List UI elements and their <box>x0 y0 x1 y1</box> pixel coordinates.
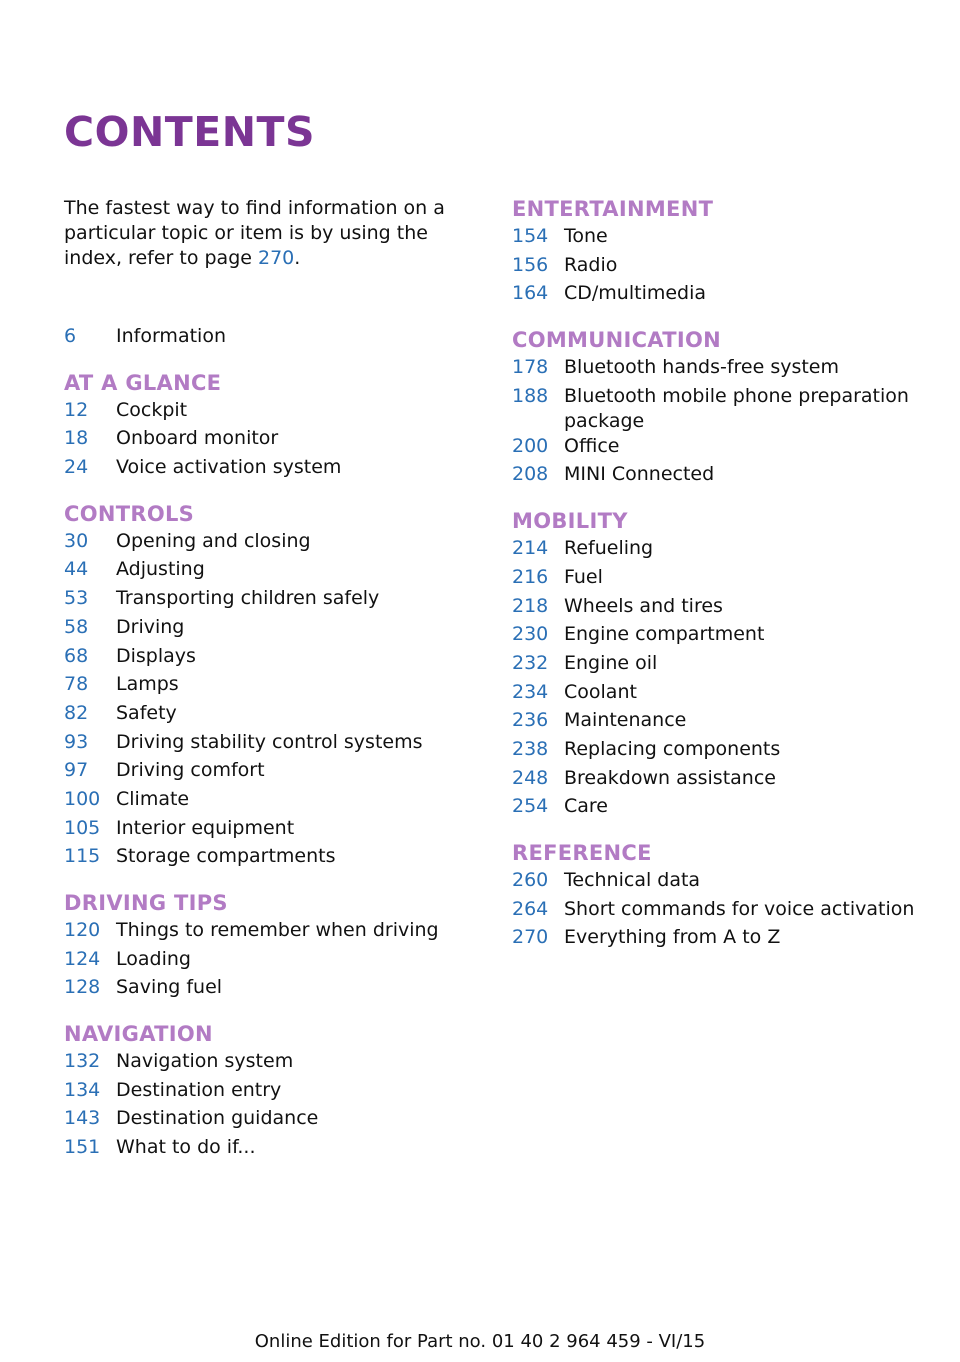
page-number[interactable]: 200 <box>512 434 549 457</box>
toc-entry[interactable] <box>512 897 932 926</box>
toc-entry[interactable] <box>64 844 484 873</box>
entry-label: Interior equipment <box>116 816 295 839</box>
toc-entry[interactable] <box>64 586 484 615</box>
entry-label: MINI Connected <box>564 463 715 486</box>
toc-entry[interactable] <box>64 758 484 787</box>
toc-entry[interactable] <box>512 651 932 680</box>
entry-label: Fuel <box>564 565 603 588</box>
entry-label: Displays <box>116 644 196 667</box>
toc-entry[interactable] <box>64 615 484 644</box>
toc-entry[interactable] <box>64 1135 484 1164</box>
page-number[interactable]: 128 <box>64 976 101 999</box>
toc-entry[interactable] <box>64 947 484 976</box>
entry-label: Adjusting <box>116 558 205 581</box>
entry-label: CD/multimedia <box>564 282 707 305</box>
entry-label: Replacing components <box>564 737 781 760</box>
section-title: NAVIGATION <box>64 1022 213 1047</box>
section-title: CONTROLS <box>64 501 195 526</box>
entry-label: Things to remember when driving <box>116 919 439 941</box>
page-footer: Online Edition for Part no. 01 40 2 964 459 - VI/15 <box>254 1331 706 1352</box>
entry-label: Voice activation system <box>116 456 342 479</box>
page-number[interactable]: 260 <box>512 869 549 891</box>
toc-entry[interactable] <box>64 644 484 673</box>
toc-entry[interactable] <box>64 455 484 484</box>
toc-right-column <box>512 195 932 970</box>
entry-label: Loading <box>116 947 191 970</box>
entry-label: Driving comfort <box>116 759 265 782</box>
page-number[interactable]: 232 <box>512 651 549 674</box>
toc-entry[interactable] <box>64 426 484 455</box>
page-number[interactable]: 214 <box>512 537 549 560</box>
toc-entry[interactable] <box>64 816 484 845</box>
toc-entry[interactable] <box>512 794 932 823</box>
page-number[interactable]: 234 <box>512 680 549 703</box>
section-title: AT A GLANCE <box>64 370 222 395</box>
page-title: CONTENTS <box>64 108 316 156</box>
toc-section <box>64 324 484 353</box>
page-number[interactable]: 188 <box>512 384 549 407</box>
toc-section <box>64 1020 484 1164</box>
toc-entry[interactable] <box>512 594 932 623</box>
page-number[interactable]: 208 <box>512 463 549 486</box>
entry-label: Maintenance <box>564 709 687 732</box>
entry-label: Onboard monitor <box>116 427 279 450</box>
toc-entry[interactable] <box>512 253 932 282</box>
page-number[interactable]: 44 <box>64 558 89 581</box>
entry-label: Destination entry <box>116 1078 282 1101</box>
toc-entry[interactable] <box>512 281 932 310</box>
toc-entry[interactable] <box>512 680 932 709</box>
toc-section <box>64 369 484 484</box>
intro-text: The fastest way to find information on a particular topic or item is by using the index, refer to page <box>64 197 445 269</box>
toc-entry[interactable] <box>512 434 932 463</box>
toc-entry[interactable] <box>64 529 484 558</box>
entry-label: Storage compartments <box>116 845 336 868</box>
entry-label: Cockpit <box>116 398 188 421</box>
page-number[interactable]: 230 <box>512 623 549 646</box>
toc-entry[interactable] <box>512 536 932 565</box>
page-number[interactable]: 254 <box>512 795 549 818</box>
page-number[interactable]: 154 <box>512 225 549 247</box>
entry-label: Tone <box>564 225 608 247</box>
page-number[interactable]: 105 <box>64 816 101 839</box>
toc-entry[interactable] <box>512 868 932 897</box>
page-number[interactable]: 264 <box>512 897 549 920</box>
page-number[interactable]: 18 <box>64 427 89 450</box>
page-number[interactable]: 115 <box>64 845 101 868</box>
toc-entry[interactable] <box>512 384 932 434</box>
toc-section <box>512 326 932 491</box>
page-number[interactable]: 124 <box>64 947 101 970</box>
entry-label: Lamps <box>116 673 179 696</box>
entry-label: Safety <box>116 701 177 724</box>
entry-label: Engine compartment <box>564 623 765 646</box>
toc-entry[interactable] <box>512 622 932 651</box>
entry-label: Bluetooth mobile phone preparation package <box>564 384 909 432</box>
page-number[interactable]: 78 <box>64 673 89 696</box>
toc-entry[interactable] <box>64 1106 484 1135</box>
intro-paragraph <box>64 196 484 271</box>
page-number[interactable]: 178 <box>512 356 549 379</box>
entry-label: Office <box>564 434 620 457</box>
entry-label: Driving stability control systems <box>116 730 423 753</box>
page-number[interactable]: 93 <box>64 730 89 753</box>
entry-label: Destination guidance <box>116 1107 319 1130</box>
entry-label: Transporting children safely <box>116 587 380 610</box>
entry-label: Climate <box>116 787 190 810</box>
page-number[interactable]: 248 <box>512 766 549 789</box>
entry-label: What to do if... <box>116 1136 256 1159</box>
page-number[interactable]: 164 <box>512 282 549 305</box>
page-number[interactable]: 236 <box>512 709 549 732</box>
entry-label: Bluetooth hands-free system <box>564 356 840 379</box>
entry-label: Information <box>116 325 226 347</box>
entry-label: Everything from A to Z <box>564 926 781 949</box>
entry-label: Opening and closing <box>116 529 311 552</box>
section-title: MOBILITY <box>512 509 628 534</box>
toc-section <box>64 500 484 873</box>
toc-entry[interactable] <box>512 737 932 766</box>
page-number[interactable]: 270 <box>512 926 549 949</box>
toc-entry[interactable] <box>512 462 932 491</box>
toc-entry[interactable] <box>64 975 484 1004</box>
toc-section <box>512 839 932 954</box>
page-number[interactable]: 68 <box>64 644 89 667</box>
toc-entry[interactable] <box>64 557 484 586</box>
page-number[interactable]: 97 <box>64 759 89 782</box>
entry-label: Breakdown assistance <box>564 766 776 789</box>
section-title: COMMUNICATION <box>512 328 721 353</box>
entry-label: Navigation system <box>116 1050 294 1073</box>
entry-label: Driving <box>116 615 185 638</box>
toc-entry[interactable] <box>64 701 484 730</box>
entry-label: Technical data <box>564 869 701 891</box>
entry-label: Refueling <box>564 537 654 560</box>
section-title: DRIVING TIPS <box>64 891 228 915</box>
entry-label: Short commands for voice activation <box>564 897 915 920</box>
page-number[interactable]: 6 <box>64 325 77 347</box>
toc-entry[interactable] <box>512 708 932 737</box>
page-number[interactable]: 100 <box>64 787 101 810</box>
page-number[interactable]: 120 <box>64 919 101 941</box>
section-title: REFERENCE <box>512 841 652 865</box>
entry-label: Wheels and tires <box>564 594 723 617</box>
page-number[interactable]: 238 <box>512 737 549 760</box>
page-number[interactable]: 82 <box>64 701 89 724</box>
entry-label: Coolant <box>564 680 637 703</box>
intro-end: . <box>294 247 301 269</box>
page-number[interactable]: 218 <box>512 594 549 617</box>
page-number[interactable]: 58 <box>64 615 89 638</box>
toc-entry[interactable] <box>64 672 484 701</box>
page-number[interactable]: 30 <box>64 529 89 552</box>
page-number[interactable]: 53 <box>64 587 89 610</box>
entry-label: Saving fuel <box>116 976 223 999</box>
toc-entry[interactable] <box>64 918 484 947</box>
section-title: ENTERTAINMENT <box>512 197 714 221</box>
toc-entry[interactable] <box>64 730 484 759</box>
entry-label: Engine oil <box>564 651 658 674</box>
toc-entry[interactable] <box>512 355 932 384</box>
toc-entry[interactable] <box>512 925 932 954</box>
page-number[interactable]: 24 <box>64 456 89 479</box>
toc-section <box>512 195 932 310</box>
toc-entry[interactable] <box>64 1049 484 1078</box>
toc-entry[interactable] <box>64 1078 484 1107</box>
toc-entry[interactable] <box>64 398 484 427</box>
toc-entry[interactable] <box>512 565 932 594</box>
toc-section <box>64 889 484 1004</box>
toc-entry[interactable] <box>64 324 484 353</box>
page-number[interactable]: 132 <box>64 1050 101 1073</box>
toc-entry[interactable] <box>512 766 932 795</box>
page-number[interactable]: 151 <box>64 1136 101 1159</box>
toc-entry[interactable] <box>64 787 484 816</box>
page-number[interactable]: 156 <box>512 253 549 276</box>
page-number[interactable]: 143 <box>64 1107 101 1130</box>
entry-label: Care <box>564 795 608 818</box>
page-number[interactable]: 134 <box>64 1078 101 1101</box>
toc-section <box>512 507 932 823</box>
toc-entry[interactable] <box>512 224 932 253</box>
intro-page-link[interactable]: 270 <box>257 247 295 269</box>
entry-label: Radio <box>564 253 618 276</box>
page-number[interactable]: 216 <box>512 565 549 588</box>
page-number[interactable]: 12 <box>64 398 89 421</box>
toc-left-column <box>64 324 484 1180</box>
